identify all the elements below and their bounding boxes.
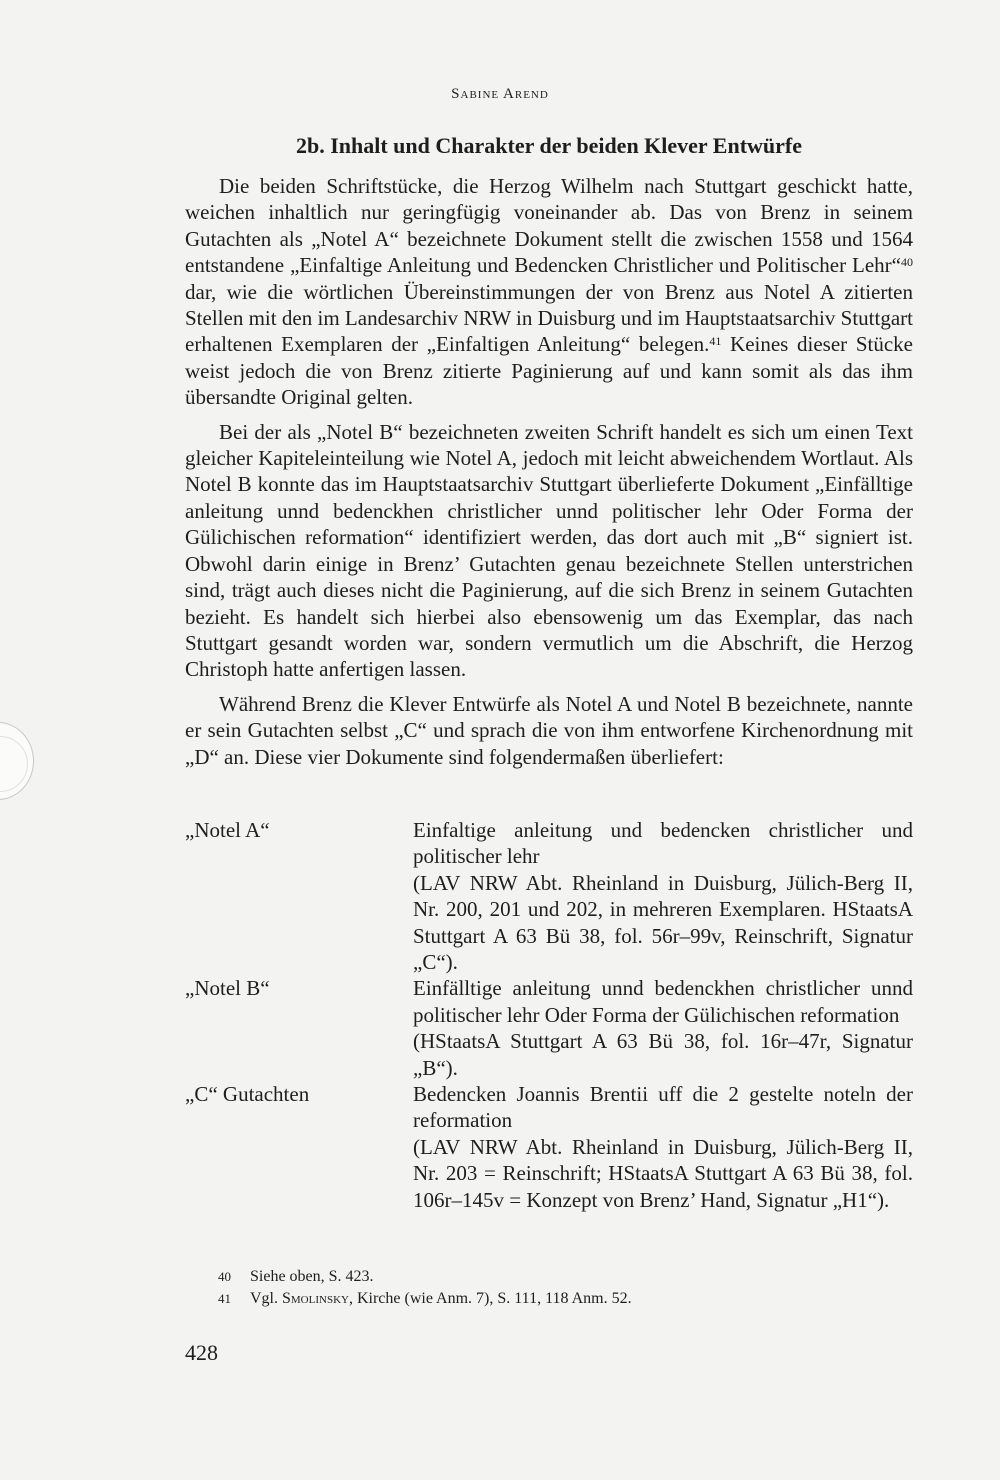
document-source: (LAV NRW Abt. Rheinland in Duisburg, Jülich-Berg II, Nr. 203 = Reinschrift; HStaatsA Stuttgart A 63 Bü 38, fol. 106r–145v = Konzept von Brenz’ Hand, Signatur „H1“).: [413, 1134, 913, 1212]
document-term: „C“ Gutachten: [185, 1082, 310, 1107]
document-list: [185, 817, 913, 1213]
body-text: [185, 173, 913, 778]
paragraph-3: Während Brenz die Klever Entwürfe als Notel A und Notel B bezeichnete, nannte er sein Gutachten selbst „C“ und sprach die von ihm entworfene Kirchenordnung mit „D“ an. Diese vier Dokumente sind folgendermaßen überliefert:: [185, 691, 913, 769]
footnote-text-pre: Vgl.: [250, 1290, 282, 1307]
paragraph-1: [185, 173, 913, 411]
footnote-text: [250, 1288, 632, 1310]
document-title: Bedencken Joannis Brentii uff die 2 gestelte noteln der reformation: [413, 1082, 913, 1133]
section-title: 2b. Inhalt und Charakter der beiden Klever Entwürfe: [295, 133, 803, 158]
document-term: „Notel B“: [185, 976, 270, 1001]
page-number: 428: [185, 1340, 218, 1365]
footnote-text-pre: Siehe oben, S. 423.: [250, 1268, 374, 1285]
document-term: „Notel A“: [185, 818, 270, 842]
document-source: (HStaatsA Stuttgart A 63 Bü 38, fol. 16r–47r, Signatur „B“).: [413, 1029, 913, 1080]
footnote-number: 41: [218, 1291, 231, 1306]
paragraph-1-part-b: dar, wie die wörtlichen Übereinstimmungen der von Brenz aus Notel A zitierten Stellen mit den im Landesarchiv NRW in Duisburg und im Hauptstaatsarchiv Stuttgart erhaltenen Exemplaren der „Einfaltigen Anleitung“ belegen.: [185, 279, 913, 357]
document-entry-notel-b: [185, 975, 913, 1081]
document-description: [413, 1081, 913, 1213]
paragraph-1-part-c: Keines dieser Stücke weist jedoch die von Brenz zitierte Paginierung auf und kann somit als das ihm übersandte Original gelten.: [185, 332, 913, 410]
paragraph-2: Bei der als „Notel B“ bezeichneten zweiten Schrift handelt es sich um einen Text gleicher Kapiteleinteilung wie Notel A, jedoch mit leicht abweichendem Wortlaut. Als Notel B konnte das im Hauptstaatsarchiv Stuttgart überlieferte Dokument „Einfälltige anleitung unnd bedenckhen christlicher unnd politischer lehr Oder Forma der Gülichischen reformation“ identifiziert werden, das dort auch mit „B“ signiert ist. Obwohl darin einige in Brenz’ Gutachten genau bezeichnete Stellen unterstrichen sind, trägt auch dieses nicht die Paginierung, auf die sich Brenz in seinem Gutachten bezieht. Es handelt sich hierbei also ebensowenig um das Exemplar, das nach Stuttgart gesandt worden war, sondern vermutlich um die Abschrift, die Herzog Christoph hatte anfertigen lassen.: [185, 419, 913, 682]
document-description: [413, 817, 913, 975]
document-title: Einfälltige anleitung unnd bedenckhen christlicher unnd politischer lehr Oder Forma der Gülichischen reformation: [413, 976, 913, 1027]
footnote-number: 40: [218, 1269, 231, 1284]
document-title: Einfaltige anleitung und bedencken christlicher und politischer lehr: [413, 818, 913, 869]
running-header: Sabine Arend: [451, 86, 549, 102]
footnote-text: [250, 1266, 374, 1288]
footnote-ref-40[interactable]: 40: [901, 255, 913, 270]
footnote-text-post: , Kirche (wie Anm. 7), S. 111, 118 Anm. 52.: [348, 1290, 632, 1307]
paragraph-1-part-a: Die beiden Schriftstücke, die Herzog Wilhelm nach Stuttgart geschickt hatte, weichen inhaltlich nur geringfügig voneinander ab. Das von Brenz in seinem Gutachten als „Notel A“ bezeichnete Dokument stellt die zwischen 1558 und 1564 entstandene „Einfaltige Anleitung und Bedencken Christlicher und Politischer Lehr“: [185, 174, 913, 278]
footnote-41: [218, 1288, 918, 1310]
footnotes: [218, 1266, 918, 1310]
document-entry-notel-a: [185, 817, 913, 975]
document-entry-c-gutachten: [185, 1081, 913, 1213]
footnote-40: [218, 1266, 918, 1288]
footnote-author: Smolinsky: [282, 1290, 349, 1307]
footnote-ref-41[interactable]: 41: [709, 334, 722, 349]
document-description: [413, 975, 913, 1081]
document-source: (LAV NRW Abt. Rheinland in Duisburg, Jülich-Berg II, Nr. 200, 201 und 202, in mehreren Exemplaren. HStaatsA Stuttgart A 63 Bü 38, fol. 56r–99v, Reinschrift, Signatur „C“).: [413, 870, 913, 975]
